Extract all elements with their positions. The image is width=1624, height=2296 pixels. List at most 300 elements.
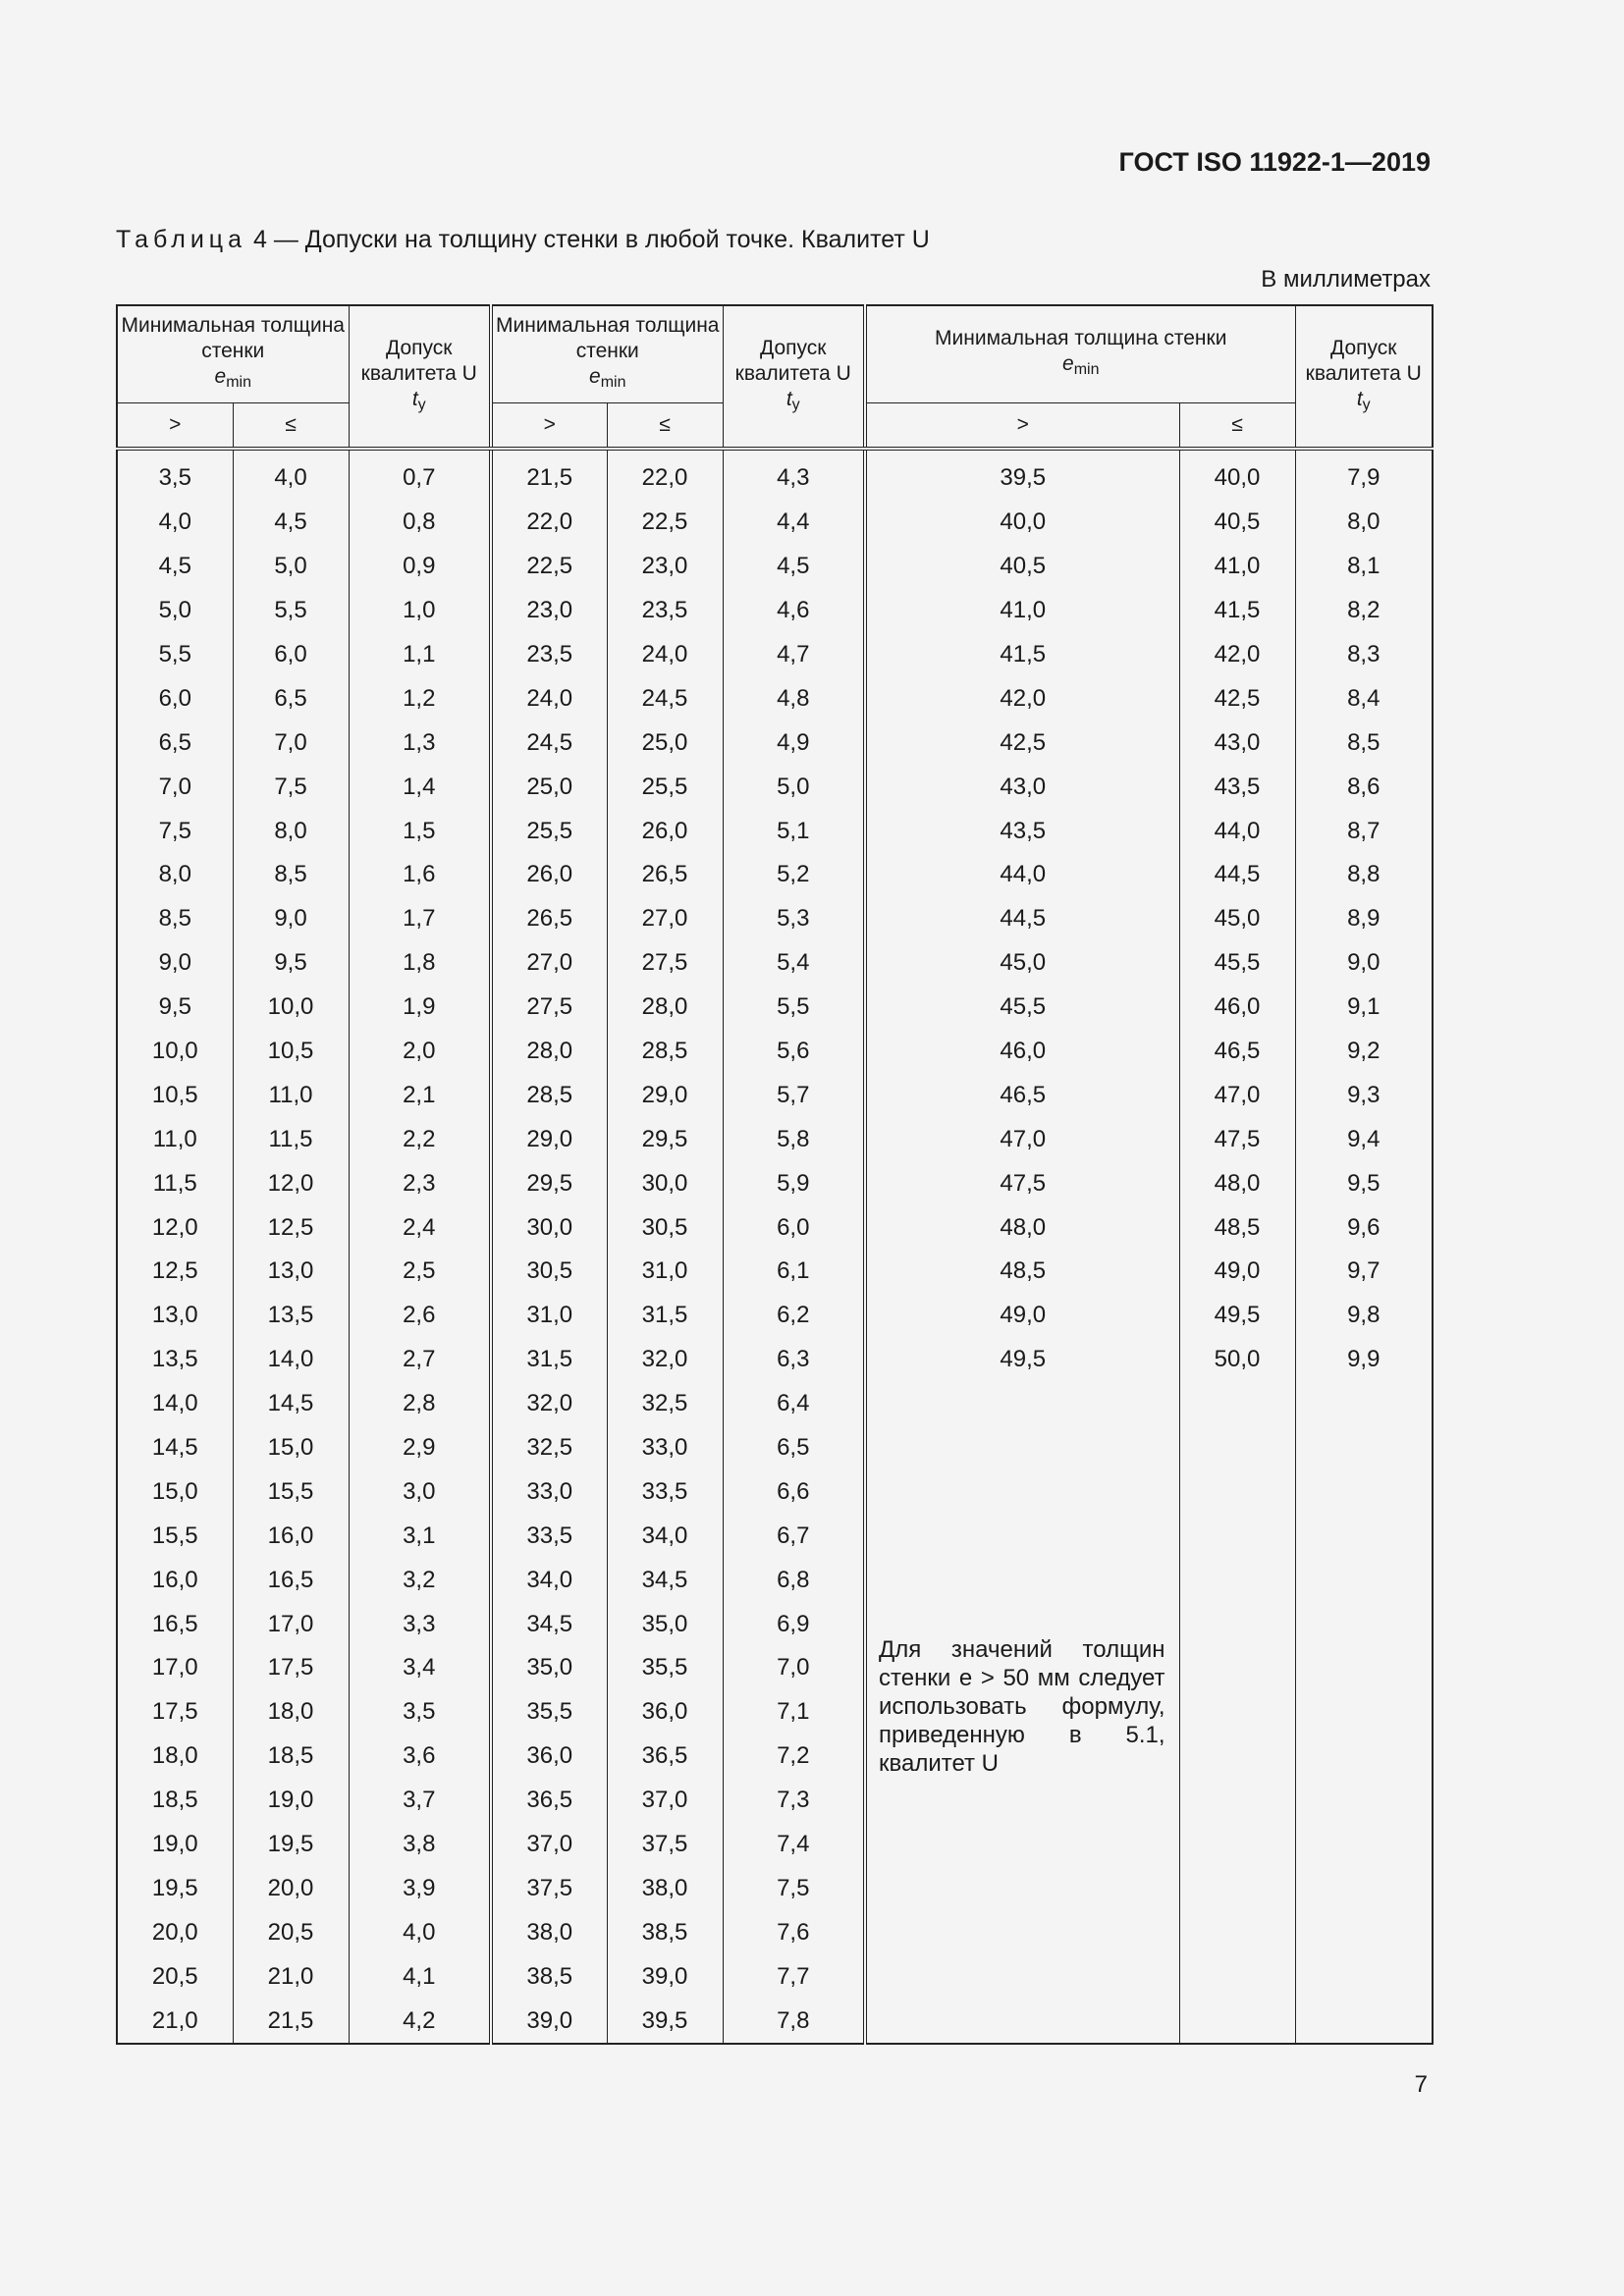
table-cell: 32,0 [607,1338,723,1382]
table-cell: 31,0 [607,1250,723,1294]
table-cell: 48,0 [1179,1161,1295,1205]
table-cell: 25,5 [607,765,723,809]
table-cell: 2,5 [349,1250,491,1294]
table-cell: 49,5 [1179,1294,1295,1338]
table-cell: 3,5 [349,1690,491,1735]
table-cell: 9,6 [1295,1205,1433,1250]
table-row [117,676,1433,721]
table-cell: 3,4 [349,1646,491,1690]
table-cell: 7,8 [723,1999,865,2044]
table-cell: 39,5 [865,449,1179,501]
table-cell: 4,5 [723,545,865,589]
table-cell: 5,4 [723,941,865,986]
table-cell: 10,0 [117,1030,233,1074]
table-cell: 15,5 [117,1514,233,1558]
table-cell: 4,8 [723,676,865,721]
table-cell: 19,5 [233,1823,349,1867]
table-row [117,501,1433,545]
table-cell: 1,0 [349,589,491,633]
table-cell: 5,0 [117,589,233,633]
table-cell: 4,6 [723,589,865,633]
table-cell: 26,0 [607,809,723,853]
table-cell: 36,0 [607,1690,723,1735]
table-cell: 36,5 [607,1735,723,1779]
table-cell: 31,5 [607,1294,723,1338]
table-cell: 37,5 [607,1823,723,1867]
table-cell: 5,3 [723,897,865,941]
table-cell: 46,5 [865,1073,1179,1117]
table-cell: 7,0 [723,1646,865,1690]
table-cell: 4,0 [233,449,349,501]
table-cell: 7,6 [723,1910,865,1954]
table-cell: 23,0 [491,589,607,633]
table-cell: 18,0 [233,1690,349,1735]
table-cell: 3,7 [349,1779,491,1823]
caption-prefix: Таблица [116,226,247,253]
table-cell: 34,0 [607,1514,723,1558]
table-cell: 44,0 [1179,809,1295,853]
table-cell: 18,5 [233,1735,349,1779]
table-cell: 3,5 [117,449,233,501]
table-cell: 30,0 [491,1205,607,1250]
table-cell: 1,6 [349,853,491,897]
table-cell: 47,5 [865,1161,1179,1205]
table-cell: 2,7 [349,1338,491,1382]
table-cell: 43,5 [865,809,1179,853]
table-cell: 18,0 [117,1735,233,1779]
table-cell: 1,5 [349,809,491,853]
table-row [117,853,1433,897]
table-row [117,1073,1433,1117]
table-cell: 4,5 [117,545,233,589]
table-cell: 1,4 [349,765,491,809]
table-cell: 50,0 [1179,1338,1295,1382]
table-row [117,986,1433,1030]
empty-cell [1179,1382,1295,2044]
table-cell: 7,1 [723,1690,865,1735]
table-cell: 9,5 [117,986,233,1030]
table-cell: 10,5 [233,1030,349,1074]
table-cell: 8,0 [233,809,349,853]
table-cell: 6,4 [723,1382,865,1426]
table-cell: 12,0 [117,1205,233,1250]
table-cell: 2,2 [349,1117,491,1161]
table-cell: 29,0 [491,1117,607,1161]
table-cell: 10,0 [233,986,349,1030]
table-cell: 35,5 [607,1646,723,1690]
table-cell: 9,9 [1295,1338,1433,1382]
table-cell: 8,6 [1295,765,1433,809]
table-cell: 19,0 [233,1779,349,1823]
table-cell: 37,0 [607,1779,723,1823]
table-cell: 35,0 [491,1646,607,1690]
table-cell: 3,3 [349,1602,491,1646]
header-le-3: ≤ [1179,403,1295,450]
table-cell: 14,5 [117,1426,233,1470]
table-row [117,1250,1433,1294]
table-cell: 20,5 [117,1954,233,1999]
table-cell: 5,5 [233,589,349,633]
table-cell: 29,5 [607,1117,723,1161]
table-cell: 8,9 [1295,897,1433,941]
table-cell: 46,5 [1179,1030,1295,1074]
table-cell: 8,4 [1295,676,1433,721]
table-cell: 27,5 [607,941,723,986]
table-cell: 44,0 [865,853,1179,897]
header-gt-2: > [491,403,607,450]
table-cell: 7,9 [1295,449,1433,501]
table-cell: 3,0 [349,1469,491,1514]
table-cell: 13,5 [233,1294,349,1338]
table-cell: 21,0 [233,1954,349,1999]
table-cell: 46,0 [1179,986,1295,1030]
header-le-1: ≤ [233,403,349,450]
table-row [117,1382,1433,1426]
table-cell: 25,0 [491,765,607,809]
table-cell: 1,1 [349,633,491,677]
table-cell: 12,0 [233,1161,349,1205]
table-cell: 42,0 [1179,633,1295,677]
table-cell: 42,0 [865,676,1179,721]
table-cell: 28,5 [607,1030,723,1074]
page-number: 7 [1414,2071,1428,2098]
table-cell: 26,0 [491,853,607,897]
empty-cell [1295,1382,1433,2044]
table-cell: 9,7 [1295,1250,1433,1294]
table-cell: 39,5 [607,1999,723,2044]
table-cell: 40,5 [1179,501,1295,545]
table-cell: 5,9 [723,1161,865,1205]
table-cell: 1,7 [349,897,491,941]
table-cell: 9,0 [233,897,349,941]
table-cell: 37,5 [491,1867,607,1911]
table-cell: 4,7 [723,633,865,677]
table-cell: 13,0 [233,1250,349,1294]
table-cell: 5,6 [723,1030,865,1074]
table-cell: 47,5 [1179,1117,1295,1161]
table-cell: 47,0 [865,1117,1179,1161]
note-text: Для значений толщин стенки e > 50 мм следует использовать формулу, приведенную в 5.1, квалитет U [879,1635,1165,1777]
table-cell: 6,0 [723,1205,865,1250]
table-row [117,545,1433,589]
table-cell: 24,0 [491,676,607,721]
table-cell: 11,0 [233,1073,349,1117]
table-cell: 6,5 [117,721,233,765]
table-cell: 39,0 [491,1999,607,2044]
table-cell: 8,1 [1295,545,1433,589]
table-cell: 11,0 [117,1117,233,1161]
table-row [117,941,1433,986]
table-cell: 9,5 [233,941,349,986]
header-tolerance-3: Допуск квалитета U $t_y$ [1295,305,1433,449]
table-cell: 35,5 [491,1690,607,1735]
header-gt-3: > [865,403,1179,450]
table-cell: 33,0 [491,1469,607,1514]
table-cell: 2,8 [349,1382,491,1426]
table-cell: 8,2 [1295,589,1433,633]
table-cell: 32,5 [607,1382,723,1426]
table-cell: 5,2 [723,853,865,897]
table-cell: 21,5 [233,1999,349,2044]
table-cell: 5,5 [117,633,233,677]
table-cell: 30,0 [607,1161,723,1205]
table-cell: 48,5 [1179,1205,1295,1250]
table-cell: 15,0 [117,1469,233,1514]
table-row [117,1294,1433,1338]
table-cell: 29,0 [607,1073,723,1117]
table-cell: 3,2 [349,1558,491,1602]
table-row [117,633,1433,677]
table-cell: 32,5 [491,1426,607,1470]
table-cell: 35,0 [607,1602,723,1646]
table-cell: 37,0 [491,1823,607,1867]
table-cell: 9,5 [1295,1161,1433,1205]
table-cell: 2,1 [349,1073,491,1117]
table-row [117,1117,1433,1161]
header-min-thickness-2: Минимальная толщина стенки $e_{min}$ [491,305,723,403]
table-caption [116,226,930,254]
table-cell: 22,0 [607,449,723,501]
table-cell: 8,8 [1295,853,1433,897]
table-cell: 47,0 [1179,1073,1295,1117]
tolerance-table [116,304,1434,2045]
table-cell: 41,5 [865,633,1179,677]
table-cell: 9,4 [1295,1117,1433,1161]
table-cell: 42,5 [865,721,1179,765]
table-cell: 14,0 [117,1382,233,1426]
table-cell: 1,3 [349,721,491,765]
table-cell: 17,5 [117,1690,233,1735]
table-cell: 1,9 [349,986,491,1030]
table-cell: 9,2 [1295,1030,1433,1074]
table-cell: 4,2 [349,1999,491,2044]
table-cell: 11,5 [233,1117,349,1161]
table-cell: 7,4 [723,1823,865,1867]
table-row [117,1030,1433,1074]
table-row [117,589,1433,633]
header-tolerance-2: Допуск квалитета U $t_y$ [723,305,865,449]
caption-number: 4 [252,226,267,253]
table-cell: 9,8 [1295,1294,1433,1338]
table-cell: 14,5 [233,1382,349,1426]
table-cell: 38,5 [491,1954,607,1999]
table-cell: 9,0 [1295,941,1433,986]
table-cell: 21,5 [491,449,607,501]
table-cell: 8,5 [117,897,233,941]
table-cell: 44,5 [1179,853,1295,897]
table-cell: 26,5 [491,897,607,941]
table-cell: 3,9 [349,1867,491,1911]
table-cell: 38,0 [491,1910,607,1954]
table-cell: 9,0 [117,941,233,986]
table-cell: 27,0 [607,897,723,941]
table-cell: 6,7 [723,1514,865,1558]
table-cell: 48,5 [865,1250,1179,1294]
table-cell: 26,5 [607,853,723,897]
table-cell: 8,3 [1295,633,1433,677]
table-cell: 1,2 [349,676,491,721]
table-cell: 34,0 [491,1558,607,1602]
table-cell: 2,3 [349,1161,491,1205]
table-cell: 4,1 [349,1954,491,1999]
table-cell: 49,0 [1179,1250,1295,1294]
table-cell: 8,5 [233,853,349,897]
table-cell: 4,4 [723,501,865,545]
table-cell: 27,0 [491,941,607,986]
table-cell: 1,8 [349,941,491,986]
table-cell: 45,0 [1179,897,1295,941]
table-cell: 20,0 [117,1910,233,1954]
table-cell: 30,5 [491,1250,607,1294]
table-cell: 3,6 [349,1735,491,1779]
table-cell: 43,0 [865,765,1179,809]
table-cell: 9,1 [1295,986,1433,1030]
table-cell: 28,0 [491,1030,607,1074]
table-cell: 33,5 [491,1514,607,1558]
table-cell: 23,5 [491,633,607,677]
table-cell: 34,5 [491,1602,607,1646]
table-cell: 16,5 [117,1602,233,1646]
table-cell: 38,0 [607,1867,723,1911]
table-cell: 36,0 [491,1735,607,1779]
header-tolerance-1: Допуск квалитета U $t_y$ [349,305,491,449]
note-cell [865,1382,1179,2044]
table-cell: 8,0 [1295,501,1433,545]
table-cell: 2,0 [349,1030,491,1074]
table-cell: 6,3 [723,1338,865,1382]
header-min-thickness-1: Минимальная толщина стенки $e_{min}$ [117,305,349,403]
table-cell: 39,0 [607,1954,723,1999]
table-row [117,1205,1433,1250]
table-cell: 49,0 [865,1294,1179,1338]
table-cell: 23,0 [607,545,723,589]
table-cell: 32,0 [491,1382,607,1426]
table-cell: 40,5 [865,545,1179,589]
table-cell: 13,0 [117,1294,233,1338]
table-cell: 4,9 [723,721,865,765]
table-cell: 12,5 [117,1250,233,1294]
table-cell: 41,0 [865,589,1179,633]
table-cell: 33,5 [607,1469,723,1514]
table-cell: 49,5 [865,1338,1179,1382]
table-cell: 7,3 [723,1779,865,1823]
table-cell: 4,0 [349,1910,491,1954]
table-cell: 16,5 [233,1558,349,1602]
table-cell: 0,7 [349,449,491,501]
table-cell: 34,5 [607,1558,723,1602]
table-cell: 0,9 [349,545,491,589]
table-cell: 22,5 [491,545,607,589]
table-cell: 46,0 [865,1030,1179,1074]
table-cell: 48,0 [865,1205,1179,1250]
table-cell: 7,0 [117,765,233,809]
table-cell: 5,7 [723,1073,865,1117]
table-cell: 7,0 [233,721,349,765]
table-cell: 6,5 [723,1426,865,1470]
table-row [117,1161,1433,1205]
table-cell: 22,0 [491,501,607,545]
table-cell: 19,0 [117,1823,233,1867]
table-cell: 5,1 [723,809,865,853]
table-cell: 7,5 [723,1867,865,1911]
table-cell: 42,5 [1179,676,1295,721]
table-cell: 43,0 [1179,721,1295,765]
table-cell: 4,0 [117,501,233,545]
table-cell: 0,8 [349,501,491,545]
table-cell: 7,2 [723,1735,865,1779]
table-cell: 36,5 [491,1779,607,1823]
table-cell: 24,5 [491,721,607,765]
table-cell: 45,0 [865,941,1179,986]
header-gt-1: > [117,403,233,450]
table-cell: 7,5 [117,809,233,853]
table-cell: 21,0 [117,1999,233,2044]
units-label: В миллиметрах [1261,266,1431,293]
table-cell: 6,1 [723,1250,865,1294]
table-row [117,897,1433,941]
table-cell: 33,0 [607,1426,723,1470]
table-cell: 28,5 [491,1073,607,1117]
table-cell: 28,0 [607,986,723,1030]
table-cell: 8,0 [117,853,233,897]
table-cell: 40,0 [1179,449,1295,501]
table-cell: 38,5 [607,1910,723,1954]
table-cell: 22,5 [607,501,723,545]
table-cell: 17,0 [117,1646,233,1690]
table-cell: 15,5 [233,1469,349,1514]
table-cell: 20,0 [233,1867,349,1911]
table-row [117,1338,1433,1382]
table-cell: 19,5 [117,1867,233,1911]
table-cell: 24,5 [607,676,723,721]
table-cell: 3,8 [349,1823,491,1867]
table-cell: 5,5 [723,986,865,1030]
table-row [117,721,1433,765]
table-cell: 6,0 [117,676,233,721]
table-cell: 43,5 [1179,765,1295,809]
table-cell: 14,0 [233,1338,349,1382]
table-cell: 40,0 [865,501,1179,545]
table-cell: 41,0 [1179,545,1295,589]
table-cell: 44,5 [865,897,1179,941]
table-cell: 13,5 [117,1338,233,1382]
table-cell: 6,8 [723,1558,865,1602]
table-cell: 5,8 [723,1117,865,1161]
table-cell: 16,0 [233,1514,349,1558]
table-cell: 31,0 [491,1294,607,1338]
table-cell: 7,7 [723,1954,865,1999]
table-cell: 8,7 [1295,809,1433,853]
table-cell: 6,5 [233,676,349,721]
table-cell: 30,5 [607,1205,723,1250]
table-cell: 2,4 [349,1205,491,1250]
table-cell: 45,5 [865,986,1179,1030]
table-cell: 23,5 [607,589,723,633]
table-cell: 25,5 [491,809,607,853]
caption-text: — Допуски на толщину стенки в любой точке. Квалитет U [273,226,930,253]
header-min-thickness-3: Минимальная толщина стенки $e_{min}$ [865,305,1295,403]
table-cell: 5,0 [233,545,349,589]
table-cell: 7,5 [233,765,349,809]
table-cell: 27,5 [491,986,607,1030]
table-body [117,449,1433,2044]
table-cell: 24,0 [607,633,723,677]
table-cell: 9,3 [1295,1073,1433,1117]
table-cell: 15,0 [233,1426,349,1470]
table-cell: 6,9 [723,1602,865,1646]
table-cell: 17,0 [233,1602,349,1646]
table-cell: 4,3 [723,449,865,501]
